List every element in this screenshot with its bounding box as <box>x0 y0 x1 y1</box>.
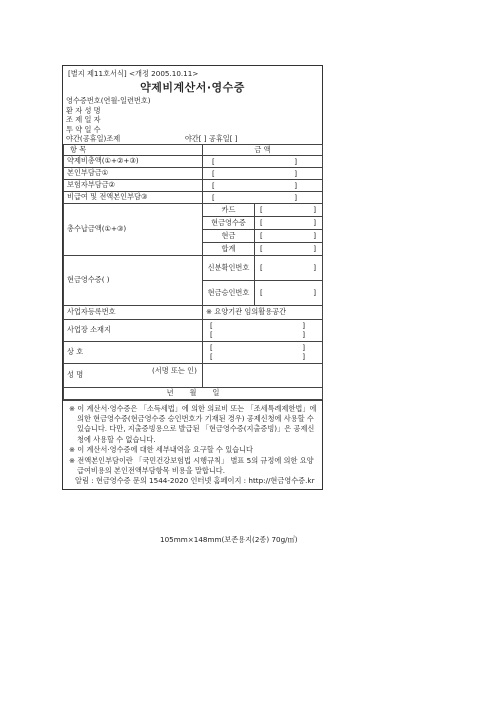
company-field[interactable]: [ ] [ ] <box>203 341 323 363</box>
method-sum: 합계 <box>203 242 255 255</box>
note-3: ※ 전액본인부담이란 「국민건강보험법 시행규칙」 별표 5의 규정에 의한 요양급여비용의 본인전액부담항목 비용을 말합니다. <box>69 455 314 475</box>
form-number: [별지 제11호서식] <개정 2005.10.11> <box>68 69 199 78</box>
night-row <box>66 134 322 144</box>
approval-no-field[interactable]: [ ] <box>255 280 323 305</box>
receipt-form <box>62 65 323 490</box>
total-received-label: 총수납금액(①+③) <box>64 203 203 255</box>
cash-field[interactable]: [ ] <box>255 229 323 242</box>
name-label: 성 명 <box>67 370 84 379</box>
biz-reg-label: 사업자등록번호 <box>64 305 203 319</box>
patient-name-label: 환 자 성 명 <box>66 105 101 115</box>
note-contact: 알림 : 현금영수증 문의 1544-2020 인터넷 홈페이지 : http://현금영수증.kr <box>75 476 315 486</box>
copay-field[interactable]: [ ] <box>203 167 323 179</box>
method-cash-receipt: 현금영수증 <box>203 216 255 229</box>
info-section <box>63 96 322 144</box>
name-field[interactable] <box>203 363 323 387</box>
copay-label: 본인부담금① <box>64 167 203 179</box>
note-1: ※ 이 계산서·영수증은 「소득세법」에 의한 의료비 또는 「조세특례제한법」에 의한 현금영수증(현금영수증 승인번호가 기재된 경우) 공제신청에 사용할 수 있습니다. 다만, 지출증빙용으로 발급된 「현금영수증(지출증빙)」은 공제신청에 사용할 수 없습니다. <box>69 403 317 444</box>
note-2: ※ 이 계산서·영수증에 대한 세부내역을 요구할 수 있습니다 <box>69 445 253 455</box>
company-label: 상 호 <box>64 341 203 363</box>
item-header: 항 목 <box>64 144 203 155</box>
cash-receipt-label: 현금영수증( ) <box>64 255 203 305</box>
method-card: 카드 <box>203 203 255 216</box>
receipt-no-label: 영수증번호(연월-일련번호) <box>66 96 151 105</box>
signature-label: (서명 또는 인) <box>152 365 197 375</box>
total-cost-field[interactable]: [ ] <box>203 155 323 167</box>
address-field[interactable]: [ ] [ ] <box>203 319 323 341</box>
address-label: 사업장 소재지 <box>64 319 203 341</box>
name-signature-cell <box>64 363 203 387</box>
night-holiday-check[interactable]: 야간[ ] 공휴일[ ] <box>184 134 238 143</box>
amount-header: 금 액 <box>203 144 323 155</box>
days-label: 투 약 일 수 <box>66 124 101 134</box>
paper-size-label: 105mm×148mm(보존용지(2종) 70g/㎡) <box>160 535 298 544</box>
date-line: 년 월 일 <box>64 387 323 399</box>
method-cash: 현금 <box>203 229 255 242</box>
cash-receipt-field[interactable]: [ ] <box>255 216 323 229</box>
form-title: 약제비계산서·영수증 <box>140 81 245 94</box>
sum-field[interactable]: [ ] <box>255 242 323 255</box>
non-covered-label: 비급여 및 전액본인부담③ <box>64 191 203 203</box>
id-verify-field[interactable]: [ ] <box>255 255 323 280</box>
insurer-field[interactable]: [ ] <box>203 179 323 191</box>
amount-table <box>63 144 323 400</box>
biz-reg-note: ※ 요양기관 임의활용공간 <box>203 305 323 319</box>
prep-date-label: 조 제 일 자 <box>66 115 101 124</box>
total-cost-label: 약제비총액(①+②+③) <box>64 155 203 167</box>
approval-no-label: 현금승인번호 <box>203 280 255 305</box>
insurer-label: 보험자부담금② <box>64 179 203 191</box>
night-label: 야간(공휴일)조제 <box>66 134 121 143</box>
non-covered-field[interactable]: [ ] <box>203 191 323 203</box>
notes-section <box>63 400 322 489</box>
id-verify-label: 신분확인번호 <box>203 255 255 280</box>
card-field[interactable]: [ ] <box>255 203 323 216</box>
